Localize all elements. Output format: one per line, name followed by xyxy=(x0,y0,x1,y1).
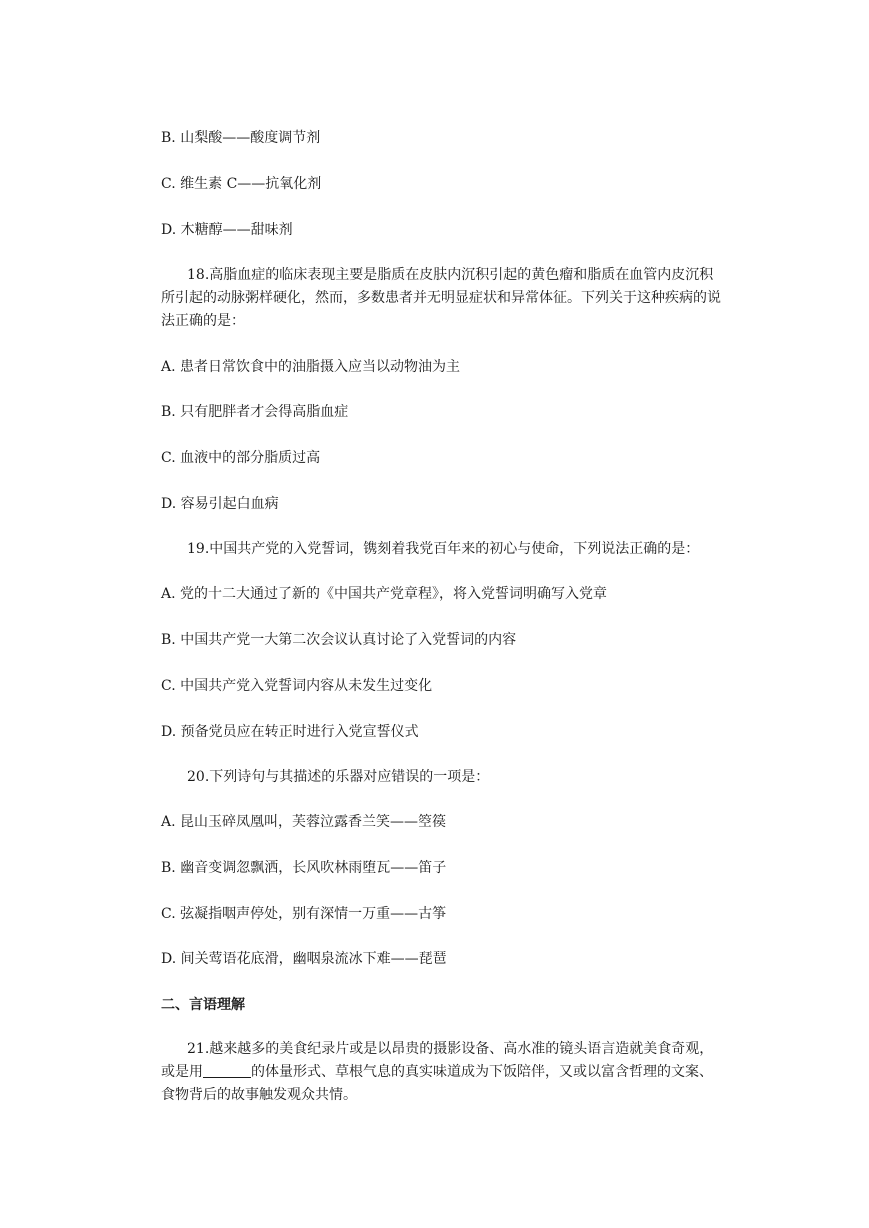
q18-option-c: C. 血液中的部分脂质过高 xyxy=(161,450,321,466)
q21-line-3: 食物背后的故事触发观众共情。 xyxy=(161,1087,357,1103)
q19-option-c: C. 中国共产党入党誓词内容从未发生过变化 xyxy=(161,678,433,694)
q19-option-d: D. 预备党员应在转正时进行入党宣誓仪式 xyxy=(161,724,419,740)
q21-line-2-before: 或是用 xyxy=(161,1064,203,1080)
q19-option-b: B. 中国共产党一大第二次会议认真讨论了入党誓词的内容 xyxy=(161,632,517,648)
q18-stem-line: 所引起的动脉粥样硬化，然而，多数患者并无明显症状和异常体征。下列关于这种疾病的说 xyxy=(161,290,721,306)
q20-option-c: C. 弦凝指咽声停处，别有深情一万重——古筝 xyxy=(161,906,447,922)
q18-stem xyxy=(161,264,761,333)
q19-option-a: A. 党的十二大通过了新的《中国共产党章程》，将入党誓词明确写入党章 xyxy=(161,586,608,602)
q17-option-b: B. 山梨酸——酸度调节剂 xyxy=(161,130,321,146)
q18-option-b: B. 只有肥胖者才会得高脂血症 xyxy=(161,404,349,420)
q21-line-2 xyxy=(161,1062,713,1082)
fill-blank xyxy=(203,1063,251,1078)
q21-line-2-after: 的体量形式、草根气息的真实味道成为下饭陪伴，又或以富含哲理的文案、 xyxy=(251,1064,713,1080)
q17-option-c: C. 维生素 C——抗氧化剂 xyxy=(161,176,322,192)
q20-option-b: B. 幽音变调忽飘洒，长风吹林雨堕瓦——笛子 xyxy=(161,860,447,876)
q18-stem-line: 法正确的是： xyxy=(161,313,245,329)
q17-option-d: D. 木糖醇——甜味剂 xyxy=(161,222,293,238)
q20-stem: 20.下列诗句与其描述的乐器对应错误的一项是： xyxy=(187,769,490,785)
q21-line-1: 21.越来越多的美食纪录片或是以昂贵的摄影设备、高水准的镜头语言造就美食奇观， xyxy=(187,1041,714,1057)
q20-option-a: A. 昆山玉碎凤凰叫，芙蓉泣露香兰笑——箜篌 xyxy=(161,814,447,830)
q18-option-a: A. 患者日常饮食中的油脂摄入应当以动物油为主 xyxy=(161,359,461,375)
q20-option-d: D. 间关莺语花底滑，幽咽泉流冰下难——琵琶 xyxy=(161,951,447,967)
q19-stem: 19.中国共产党的入党誓词，镌刻着我党百年来的初心与使命，下列说法正确的是： xyxy=(187,541,700,557)
q18-stem-line: 18.高脂血症的临床表现主要是脂质在皮肤内沉积引起的黄色瘤和脂质在血管内皮沉积 xyxy=(187,267,714,283)
q18-option-d: D. 容易引起白血病 xyxy=(161,496,279,512)
section-heading: 二、言语理解 xyxy=(161,997,245,1013)
